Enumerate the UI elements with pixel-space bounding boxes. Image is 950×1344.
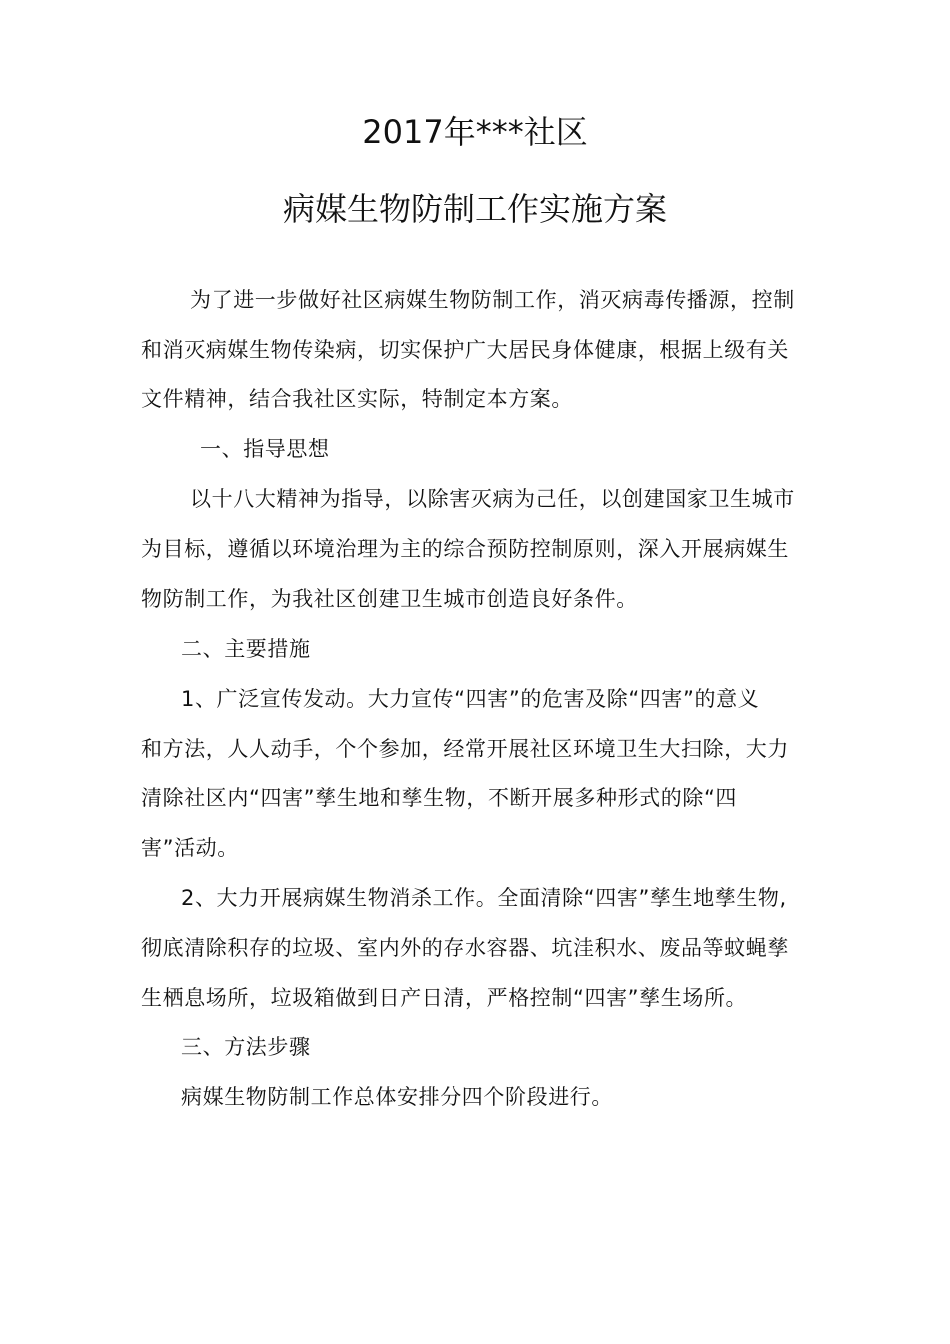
guiding-line-2: 为目标，遵循以环境治理为主的综合预防控制原则，深入开展病媒生 <box>141 537 789 561</box>
method-line-1: 病媒生物防制工作总体安排分四个阶段进行。 <box>181 1085 613 1109</box>
measure1-line-1: 1、广泛宣传发动。大力宣传“四害”的危害及除“四害”的意义 <box>181 687 760 711</box>
document-title-line2: 病媒生物防制工作实施方案 <box>282 190 667 228</box>
section-heading-main-measures: 二、主要措施 <box>181 637 311 661</box>
section-heading-method-steps: 三、方法步骤 <box>181 1035 311 1059</box>
measure1-line-4: 害”活动。 <box>141 836 239 860</box>
measure1-line-3: 清除社区内“四害”孳生地和孳生物，不断开展多种形式的除“四 <box>141 786 738 810</box>
intro-line-1: 为了进一步做好社区病媒生物防制工作，消灭病毒传播源，控制 <box>190 288 795 312</box>
section-heading-guiding-thought: 一、指导思想 <box>200 437 330 461</box>
measure2-line-2: 彻底清除积存的垃圾、室内外的存水容器、坑洼积水、废品等蚊蝇孳 <box>141 936 789 960</box>
guiding-line-3: 物防制工作，为我社区创建卫生城市创造良好条件。 <box>141 587 638 611</box>
guiding-line-1: 以十八大精神为指导，以除害灭病为己任，以创建国家卫生城市 <box>190 487 795 511</box>
measure2-line-3: 生栖息场所，垃圾箱做到日产日清，严格控制“四害”孳生场所。 <box>141 986 748 1010</box>
intro-line-3: 文件精神，结合我社区实际，特制定本方案。 <box>141 387 573 411</box>
measure1-line-2: 和方法，人人动手，个个参加，经常开展社区环境卫生大扫除，大力 <box>141 737 789 761</box>
intro-line-2: 和消灭病媒生物传染病，切实保护广大居民身体健康，根据上级有关 <box>141 338 789 362</box>
document-title-line1: 2017年***社区 <box>362 113 588 151</box>
measure2-line-1: 2、大力开展病媒生物消杀工作。全面清除“四害”孳生地孳生物, <box>181 886 787 910</box>
